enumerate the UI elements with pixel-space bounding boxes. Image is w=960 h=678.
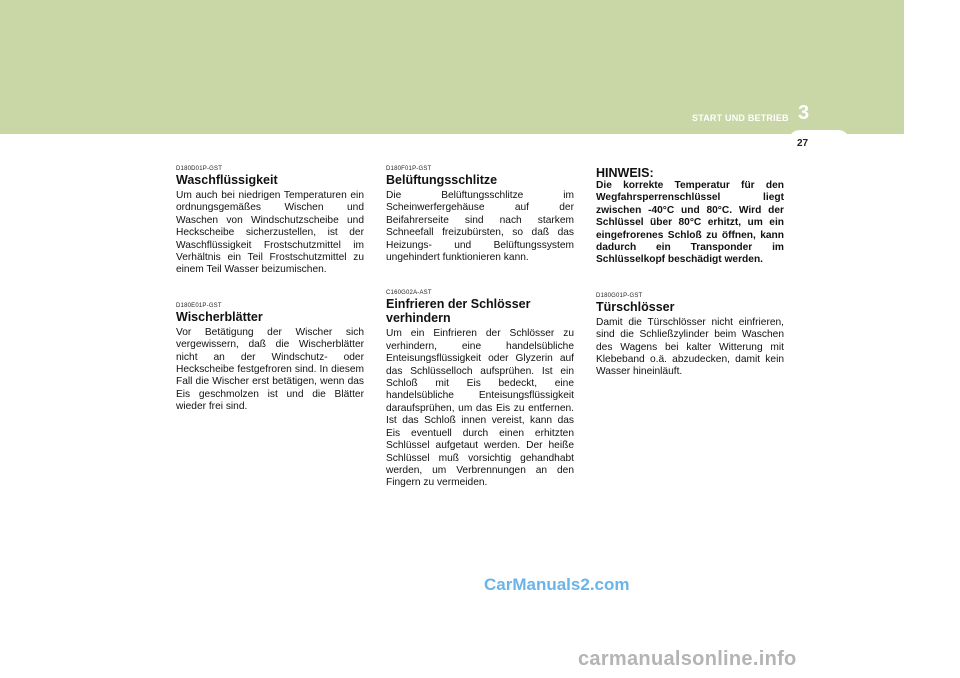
section-tuerschloesser [596, 293, 784, 379]
section-heading: Belüftungsschlitze [386, 173, 498, 187]
section-code: D180E01P-GST [176, 302, 222, 309]
section-heading: Wischerblätter [176, 309, 263, 324]
section-code: C160G02A-AST [386, 290, 432, 297]
section-wischerblaetter [176, 303, 364, 414]
section-heading: Türschlösser [596, 299, 675, 314]
page-number: 27 [797, 138, 809, 149]
chapter-title: START UND BETRIEB [692, 113, 789, 123]
column-right [596, 166, 784, 405]
section-code: D180D01P-GST [176, 166, 223, 172]
watermark-footer: carmanualsonline.info [578, 648, 797, 670]
section-heading: Einfrieren der Schlösser verhindern [386, 297, 531, 326]
section-waschfluessigkeit [176, 166, 364, 277]
section-heading: Waschflüssigkeit [176, 173, 278, 187]
note-heading: HINWEIS: [596, 166, 654, 180]
column-middle [386, 166, 574, 516]
hinweis-note [596, 166, 784, 267]
section-einfrieren [386, 290, 574, 489]
section-text: Damit die Türschlösser nicht einfrieren, sind die Schließzylinder beim Waschen des Wagens bei kalter Witterung mit Klebeband o.ä. abzudecken, damit kein Wasser hineinläuft. [596, 316, 784, 378]
note-text: Die korrekte Temperatur für den Wegfahrsperrenschlüssel liegt zwischen -40°C und 80°C. Wird der Schlüssel über 80°C erhitzt, um ein eingefrorenes Schloß zu öffnen, kann dadurch ein Transponder im Schlüsselkopf beschädigt werden. [596, 180, 784, 266]
section-text: Um ein Einfrieren der Schlösser zu verhindern, eine handelsübliche Enteisungsflüssigkeit oder Glyzerin auf das Schlüsselloch aufsprühen. Ist ein Schloß mit Eis bedeckt, eine handelsübliche Enteisungsflüssigkeit daraufsprühen, um das Eis zu entfernen. Ist das Schloß innen vereist, kann das Eis eventuell durch einen erhitzten Schlüssel aufgetaut werden. Der heiße Schlüssel muß vorsichtig gehandhabt werden, um Verbrennungen an den Fingern zu vermeiden. [386, 328, 574, 489]
section-code: D180G01P-GST [596, 292, 643, 299]
section-text: Vor Betätigung der Wischer sich vergewissern, daß die Wischerblätter nicht an der Windschutz- oder Heckscheibe festgefroren sind. In diesem Fall die Wischer erst betätigen, wenn das Eis geschmolzen ist und die Blätter wieder frei sind. [176, 326, 364, 413]
section-text: Um auch bei niedrigen Temperaturen ein ordnungsgemäßes Wischen und Waschen von Windschutzscheibe und Heckscheibe sicherzustellen, ist der Waschflüssigkeit Frostschutzmittel im Verhältnis ein Teil Frostschutzmittel zu einem Teil Wasser beizumischen. [176, 190, 364, 276]
section-text: Die Belüftungsschlitze im Scheinwerfergehäuse auf der Beifahrerseite sind nach starkem Schneefall freizubürsten, so daß das Heizungs- und Belüftungssystem ungehindert funktionieren kann. [386, 190, 574, 264]
section-belueftungsschlitze [386, 166, 574, 264]
side-strip [904, 0, 960, 678]
section-code: D180F01P-GST [386, 166, 432, 172]
column-left [176, 166, 364, 440]
watermark-center: CarManuals2.com [484, 575, 630, 594]
chapter-number: 3 [798, 102, 810, 124]
